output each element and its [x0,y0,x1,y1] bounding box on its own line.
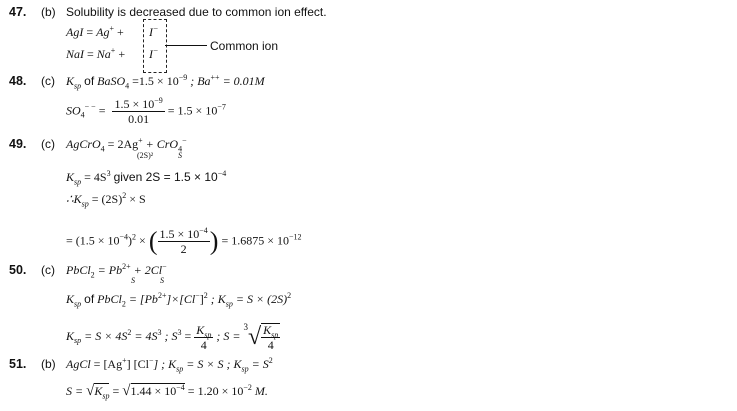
answer-option-50: (c) [41,263,55,277]
q47-statement: Solubility is decreased due to common ion effect. [66,5,327,19]
q49-therefore-line: $\therefore K_{sp} = (2S)^2 \times S$ [66,191,146,209]
q51-equation: AgCl = [Ag+] [Cl−] ; $K_{sp} = S \times S$ ; $K_{sp} = S^2$ [66,356,273,374]
q48-line-2: $SO_4^{- -}$ = $\frac{1.5 \times 10^{-9}}{0.01}$ = $1.5 \times 10^{-7}$ [66,96,226,126]
q47-equation-agi: AgI = Ag+ + [66,24,124,39]
answer-option-48: (c) [41,74,55,88]
question-number-47: 47. [9,5,27,19]
q49-under-label-1: (2S)² [137,151,154,160]
answer-option-49: (c) [41,137,55,151]
question-number-48: 48. [9,74,27,88]
q50-final-line: $K_{sp} = S \times 4S^2 = 4S^3$ ; $S^3$ = $\frac{K_{sp}}{4}$ ; S = $^3$√ $\frac{K_{sp}}{4}$ [66,322,279,352]
q49-ksp-line: $K_{sp} = 4S^3$ given $2S = 1.5 \times 10^{-4}$ [66,169,227,187]
q49-calc-line: = $(1.5 \times 10^{-4})^2$ × ( $\frac{1.5 \times 10^{-4}}{2}$ ) = $1.6875 \times 10^{-12}$ [66,226,302,256]
q50-equation: PbCl$_2$ = $Pb^{2+} + 2Cl^-$ [66,262,167,280]
q50-ksp-line: $K_{sp}$ of PbCl$_2$ = $[Pb^{2+}]\times[Cl^-]^2$ ; $K_{sp} = S \times (2S)^2$ [66,291,292,309]
q47-common-ion-2: I− [149,46,159,61]
common-ion-box [143,19,167,73]
q49-under-label-2: S [178,151,182,160]
q47-equation-nai: NaI = Na+ + [66,46,126,61]
common-ion-pointer [165,45,207,46]
q47-common-ion-1: I− [149,24,159,39]
answer-option-51: (b) [41,357,56,371]
question-number-51: 51. [9,357,27,371]
question-number-49: 49. [9,137,27,151]
question-number-50: 50. [9,263,27,277]
q51-solution-line: $S = √K_{sp} = √1.44 \times 10^{-4} = 1.20 \times 10^{-2}$ M. [66,383,268,401]
q50-under-label-2: S [160,276,164,285]
q50-under-label-1: S [131,276,135,285]
common-ion-label: Common ion [210,39,279,53]
q48-line-1: $K_{sp}$ of BaSO$_4$ $=1.5 \times 10^{-9}$ ; Ba++ = 0.01M [66,73,265,91]
answer-option-47: (b) [41,5,56,19]
q49-equation: AgCrO$_4$ = 2Ag+ + CrO$_4$− [66,136,187,154]
